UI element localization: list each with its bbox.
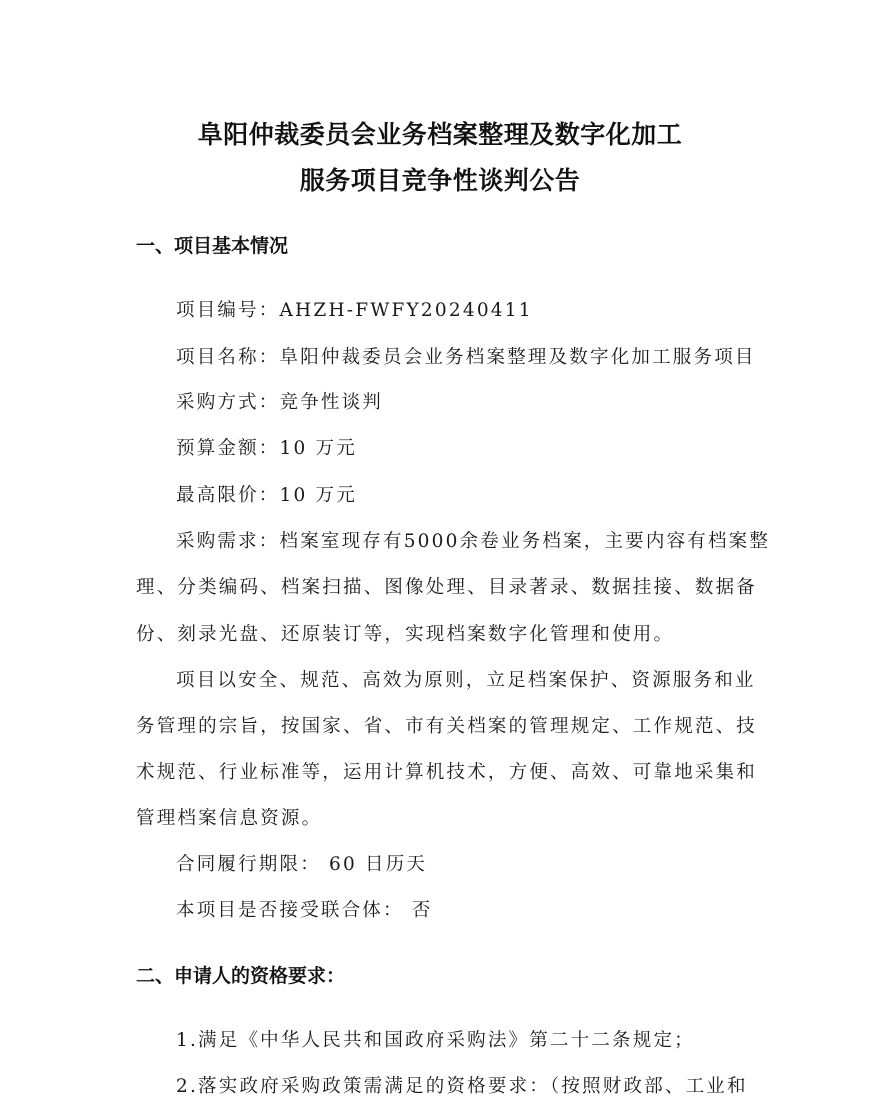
qualification-item-1: 1.满足《中华人民共和国政府采购法》第二十二条规定； <box>176 1030 695 1051</box>
section-heading-qualifications: 二、申请人的资格要求： <box>136 965 346 987</box>
principle-line: 管理档案信息资源。 <box>136 808 323 829</box>
principle-line: 术规范、行业标准等，运用计算机技术，方便、高效、可靠地采集和 <box>136 762 758 783</box>
document-title-line-2: 服务项目竞争性谈判公告 <box>299 166 581 195</box>
requirement-line: 采购需求：档案室现存有5000余卷业务档案，主要内容有档案整 <box>176 531 771 552</box>
consortium-acceptance: 本项目是否接受联合体： 否 <box>176 900 433 921</box>
principle-line: 务管理的宗旨，按国家、省、市有关档案的管理规定、工作规范、技 <box>136 716 758 737</box>
requirement-line: 理、分类编码、档案扫描、图像处理、目录著录、数据挂接、数据备 <box>136 577 758 598</box>
requirement-line: 份、刻录光盘、还原装订等，实现档案数字化管理和使用。 <box>136 624 675 645</box>
budget-amount: 预算金额：10 万元 <box>176 438 357 459</box>
principle-line: 项目以安全、规范、高效为原则，立足档案保护、资源服务和业 <box>176 670 756 691</box>
qualification-item-2: 2.落实政府采购政策需满足的资格要求：（按照财政部、工业和 <box>176 1076 748 1097</box>
project-name: 项目名称：阜阳仲裁委员会业务档案整理及数字化加工服务项目 <box>176 347 756 368</box>
procurement-method: 采购方式：竞争性谈判 <box>176 392 384 413</box>
maximum-price: 最高限价：10 万元 <box>176 485 357 506</box>
section-heading-basic-info: 一、项目基本情况 <box>136 235 289 257</box>
project-number: 项目编号：AHZH-FWFY20240411 <box>176 300 533 321</box>
document-title-line-1: 阜阳仲裁委员会业务档案整理及数字化加工 <box>197 120 683 149</box>
contract-period: 合同履行期限： 60 日历天 <box>176 854 428 875</box>
